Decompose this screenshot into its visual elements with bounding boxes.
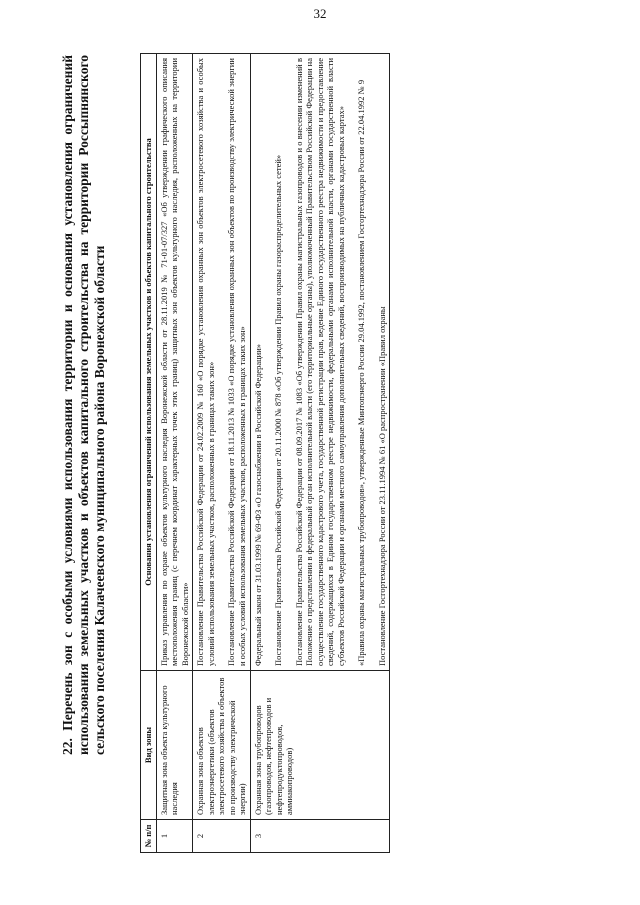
- row-basis: [250, 54, 390, 671]
- row-num: 3: [250, 820, 390, 853]
- row-num: 1: [156, 820, 193, 853]
- row-kind: Охранная зона объектов электроэнергетики (объектов электросетевого хозяйства и объектов по производству электрической энергии): [193, 671, 251, 820]
- table-header-row: [141, 54, 157, 853]
- basis-paragraph: Постановление Правительства Российской Федерации от 24.02.2009 № 160 «О порядке установления охранных зон объектов электросетевого хозяйства и особых условий использования земельных участков, расположенных в границах таких зон»: [195, 58, 216, 666]
- basis-paragraph: Постановление Правительства Российской Федерации от 08.09.2017 № 1083 «Об утверждении Правил охраны магистральных газопроводов и о внесении изменений в Положение о представлении в федеральный орган исполнительной власти (его территориальные органы), уполномоченный Правительством Российской Федерации на осуществление государственного кадастрового учета, государственной регистрации прав, ведение Единого государственного реестра недвижимости и предоставление сведений, содержащихся в Едином государственном реестре недвижимости, федеральными органами исполнительной власти, органами государственной власти субъектов Российской Федерации и органами местного самоуправления дополнительных сведений, воспроизводимых на публичных кадастровых картах»: [293, 58, 346, 666]
- page-number: 32: [313, 6, 327, 21]
- basis-paragraph: Постановление Правительства Российской Федерации от 20.11.2000 № 878 «Об утверждении Правил охраны газораспределительных сетей»: [273, 154, 283, 666]
- basis-paragraph: Постановление Госгортехнадзора России от 23.11.1994 № 61 «О распространении «Правил охраны: [376, 306, 387, 666]
- table-row: [156, 54, 193, 853]
- header-basis: Основания установления ограничений использования земельных участков и объектов капитального строительства: [141, 54, 157, 671]
- table-row: [193, 54, 251, 853]
- row-num: 2: [193, 820, 251, 853]
- basis-paragraph: Приказ управления по охране объектов культурного наследия Воронежской области от 28.11.2019 № 71-01-07/327 «Об утверждении графического описания местоположения границ (с перечнем координат характерных точек этих границ) защитных зон объектов культурного наследия, расположенных на территории Воронежской области»: [158, 58, 190, 666]
- basis-paragraph: «Правила охраны магистральных трубопроводов», утвержденные Минтопэнерго России 29.04.1992, постановлением Госгортехнадзора России от 22.04.1992 № 9: [356, 79, 366, 666]
- document-title: 22. Перечень зон с особыми условиями использования территории и основания установления ограничений использования земельных участков и объектов капитального строительства на территории Россыпнянского сельского поселения Калачеевского муниципального района Воронежской области: [60, 55, 107, 755]
- row-kind: Защитная зона объекта культурного наследия: [156, 671, 193, 820]
- basis-paragraph: Постановление Правительства Российской Федерации от 18.11.2013 № 1033 «О порядке установления охранных зон объектов по производству электрической энергии и особых условий использования земельных участков, расположенных в границах таких зон»: [226, 58, 247, 666]
- row-kind: Охранная зона трубопроводов (газопроводов, нефтепроводов и нефтепродуктопроводов, аммиакопроводов): [250, 671, 390, 820]
- row-basis: [193, 54, 251, 671]
- header-kind: Вид зоны: [141, 671, 157, 820]
- header-num: № п/п: [141, 820, 157, 853]
- row-basis: [156, 54, 193, 671]
- zones-table: [140, 53, 390, 853]
- basis-paragraph: Федеральный закон от 31.03.1999 № 69-ФЗ «О газоснабжении в Российской Федерации»: [252, 344, 263, 666]
- table-row: [250, 54, 390, 853]
